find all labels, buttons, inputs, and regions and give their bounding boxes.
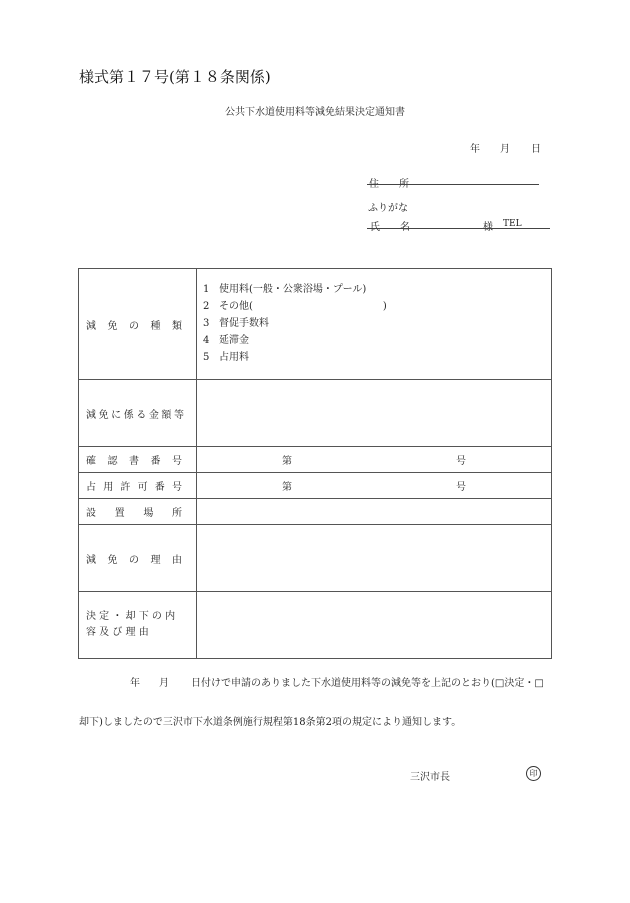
item-text: 占用料 (219, 352, 249, 363)
installation-location-field[interactable] (197, 499, 552, 525)
list-item[interactable] (203, 349, 551, 366)
row-occupancy-permit-number (79, 473, 552, 499)
reduction-amount-field[interactable] (197, 380, 552, 447)
body-year-label: 年 (130, 678, 140, 689)
label-decision-content (79, 592, 197, 659)
honorific-label: 様 (483, 222, 493, 233)
list-item[interactable] (203, 298, 551, 315)
char: 許 (120, 482, 131, 493)
mayor-label: 三沢市長 (410, 772, 450, 783)
char: る (136, 409, 147, 421)
char: 用 (103, 482, 114, 493)
item-text: 使用料(一般・公衆浴場・プール) (219, 284, 367, 295)
list-item[interactable] (203, 315, 551, 332)
char: 置 (114, 508, 125, 519)
char: 等 (173, 409, 184, 421)
reduction-reason-field[interactable] (197, 525, 552, 592)
char: 減 (86, 409, 96, 421)
char: の (129, 554, 139, 566)
char: 由 (172, 554, 182, 566)
number-suffix: 号 (456, 482, 466, 493)
char: 設 (86, 508, 96, 519)
list-item[interactable] (203, 332, 551, 349)
body-text-line1: 日付けで申請のありました下水道使用料等の減免等を上記のとおり(□決定・□ (191, 678, 544, 689)
name-line[interactable] (367, 228, 550, 229)
address-label: 住 所 (369, 179, 409, 190)
decision-label-line2: 容 及 び 理 由 (86, 627, 149, 638)
row-decision-content (79, 592, 552, 659)
decision-content-field[interactable] (197, 592, 552, 659)
item-text: その他( ) (219, 301, 387, 312)
char: 種 (150, 320, 161, 332)
list-item[interactable] (203, 281, 551, 298)
char: 認 (107, 456, 118, 467)
label-reduction-amount (79, 380, 197, 447)
char: 場 (143, 508, 154, 519)
char: 占 (86, 482, 96, 493)
number-prefix: 第 (282, 482, 292, 493)
char: 所 (171, 508, 182, 519)
decision-label-line1: 決 定 ・ 却 下 の 内 (86, 611, 176, 622)
item-number: 5 (203, 352, 210, 363)
form-number: 様式第１７号(第１８条関係) (79, 68, 271, 86)
date-month-label: 月 (500, 144, 510, 155)
char: 確 (86, 456, 96, 467)
item-number: 2 (203, 301, 210, 312)
date-year-label: 年 (470, 144, 480, 155)
label-occupancy-permit-number (79, 473, 197, 499)
item-text: 督促手数料 (219, 318, 269, 329)
row-reduction-amount (79, 380, 552, 447)
item-number: 4 (203, 335, 210, 346)
reduction-type-list (197, 269, 551, 366)
char: 書 (129, 456, 139, 467)
number-prefix: 第 (282, 456, 292, 467)
row-reduction-type (79, 269, 552, 380)
char: 金 (148, 409, 159, 421)
char: 番 (154, 482, 165, 493)
char: 類 (172, 320, 182, 332)
label-installation-location (79, 499, 197, 525)
char: 免 (98, 409, 109, 421)
char: の (129, 320, 139, 332)
char: 係 (123, 409, 134, 421)
char: 減 (86, 554, 96, 566)
char: 減 (86, 320, 96, 332)
number-suffix: 号 (456, 456, 466, 467)
label-reduction-reason (79, 525, 197, 592)
date-day-label: 日 (531, 144, 541, 155)
seal-mark: 印 (526, 766, 541, 781)
char: 免 (107, 320, 118, 332)
row-reduction-reason (79, 525, 552, 592)
row-confirmation-number (79, 447, 552, 473)
char: に (111, 409, 122, 421)
name-label: 氏 名 (370, 222, 410, 233)
furigana-label: ふりがな (368, 203, 408, 214)
occupancy-permit-number-field[interactable] (197, 473, 552, 499)
confirmation-number-field[interactable] (197, 447, 552, 473)
item-text: 延滞金 (219, 335, 249, 346)
char: 号 (171, 482, 182, 493)
char: 番 (150, 456, 161, 467)
char: 理 (150, 554, 161, 566)
body-text-line2: 却下)しましたので三沢市下水道条例施行規程第18条第2項の規定により通知します。 (79, 717, 462, 728)
row-installation-location (79, 499, 552, 525)
char: 額 (161, 409, 172, 421)
tel-label: TEL (503, 219, 522, 229)
address-line[interactable] (367, 184, 539, 185)
body-month-label: 月 (159, 678, 169, 689)
char: 免 (107, 554, 118, 566)
reduction-type-options (197, 269, 552, 380)
document-title: 公共下水道使用料等減免結果決定通知書 (225, 107, 405, 118)
item-number: 1 (203, 284, 210, 295)
char: 号 (172, 456, 182, 467)
label-confirmation-number (79, 447, 197, 473)
application-table (78, 268, 552, 659)
label-reduction-type (79, 269, 197, 380)
item-number: 3 (203, 318, 210, 329)
char: 可 (137, 482, 148, 493)
